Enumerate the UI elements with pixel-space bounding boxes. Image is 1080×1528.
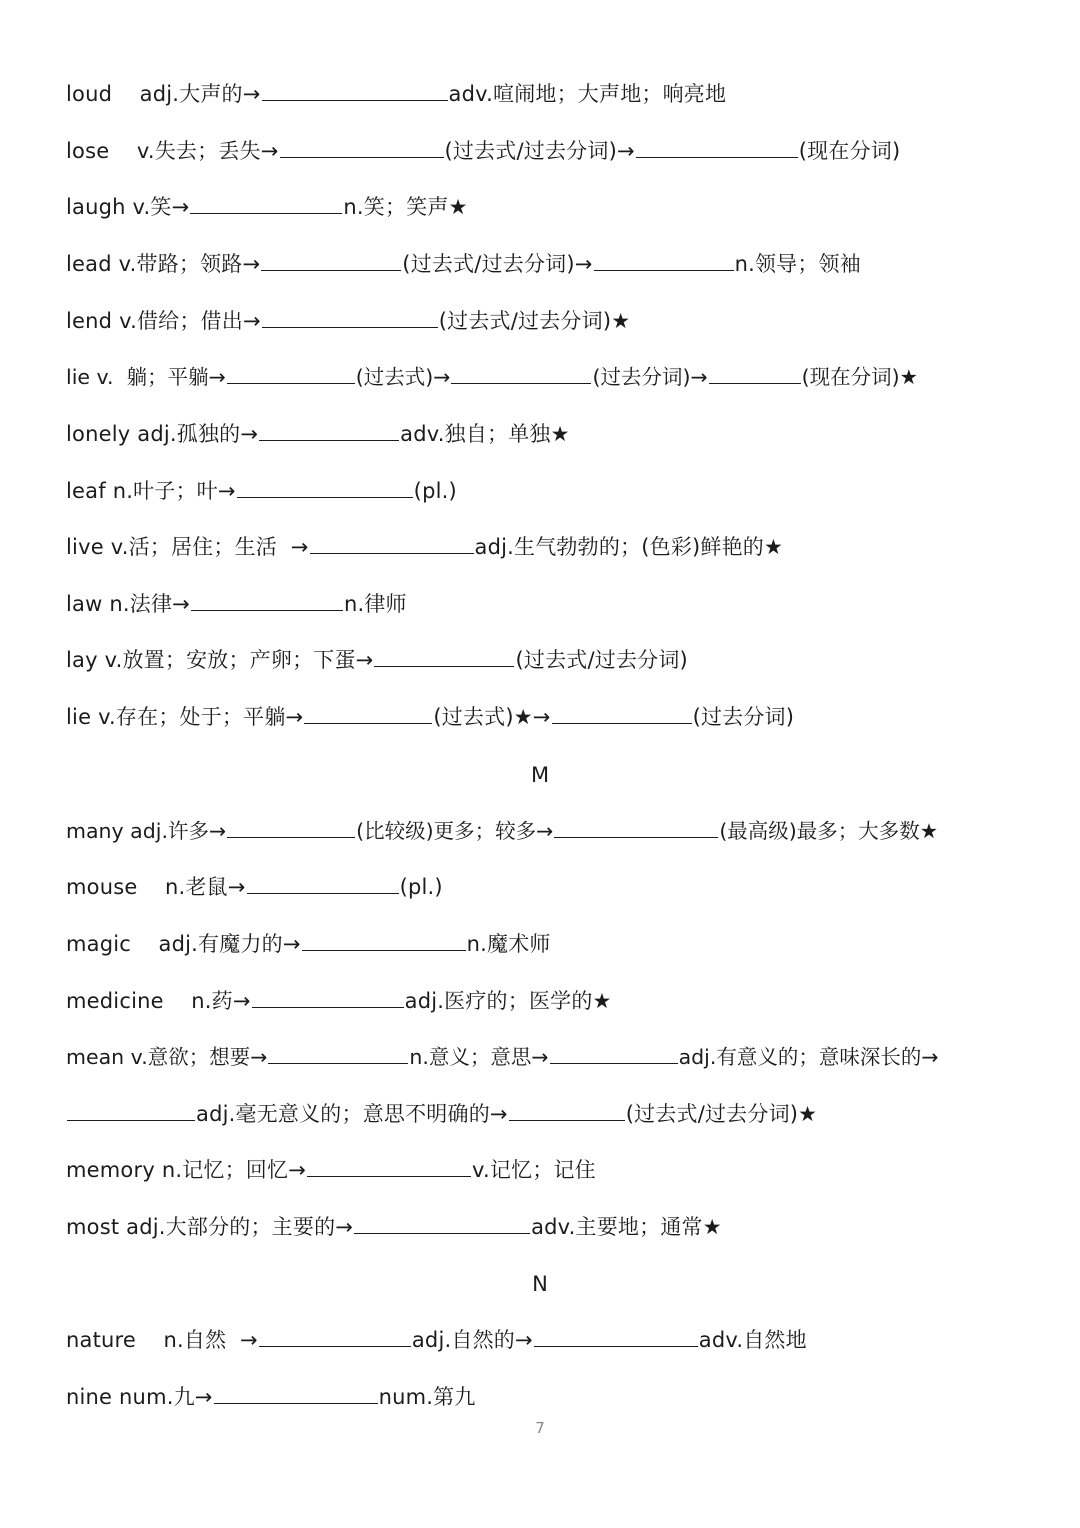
entry-text: lose v.失去；丢失→ <box>66 139 279 163</box>
entry-lend <box>66 303 1040 339</box>
entry-text: (最高级)最多；大多数★ <box>719 819 939 843</box>
entry-lead <box>66 246 1040 282</box>
entry-text: memory n.记忆；回忆→ <box>66 1158 306 1182</box>
entry-mean-continued <box>66 1096 1040 1132</box>
answer-blank[interactable] <box>302 926 466 951</box>
entry-text: n.领导；领袖 <box>734 252 861 276</box>
entry-text: (pl.) <box>413 479 457 503</box>
entry-loud <box>66 76 1040 112</box>
entry-lie-1 <box>66 359 1040 395</box>
section-heading-n: N <box>532 1272 548 1296</box>
answer-blank[interactable] <box>307 1152 471 1177</box>
entry-text: many adj.许多→ <box>66 819 227 843</box>
entry-memory <box>66 1152 1040 1188</box>
entry-text: (现在分词) <box>798 139 901 163</box>
entry-leaf <box>66 473 1040 509</box>
entry-lonely <box>66 416 1040 452</box>
answer-blank[interactable] <box>190 189 342 214</box>
entry-text: adj.自然的→ <box>411 1328 533 1352</box>
entry-text: mouse n.老鼠→ <box>66 875 246 899</box>
answer-blank[interactable] <box>214 1379 378 1404</box>
answer-blank[interactable] <box>67 1096 195 1121</box>
entry-mouse <box>66 869 1040 905</box>
answer-blank[interactable] <box>247 869 399 894</box>
answer-blank[interactable] <box>227 813 355 838</box>
entry-law <box>66 586 1040 622</box>
entry-laugh <box>66 189 1040 225</box>
entry-text: (比较级)更多；较多→ <box>356 819 554 843</box>
entry-lay <box>66 642 1040 678</box>
entry-text: n.笑；笑声★ <box>343 195 468 219</box>
entry-text: leaf n.叶子；叶→ <box>66 479 236 503</box>
entry-lie-2 <box>66 699 1040 735</box>
entry-text: (过去式/过去分词)→ <box>444 139 635 163</box>
answer-blank[interactable] <box>374 642 514 667</box>
entry-text: adj.医疗的；医学的★ <box>404 989 612 1013</box>
answer-blank[interactable] <box>550 1039 678 1064</box>
answer-blank[interactable] <box>709 359 801 384</box>
entry-text: (过去式)★→ <box>433 705 551 729</box>
answer-blank[interactable] <box>237 473 413 498</box>
entry-text: laugh v.笑→ <box>66 195 190 219</box>
entry-live <box>66 529 1040 565</box>
entry-text: v.记忆；记住 <box>472 1158 596 1182</box>
entry-most <box>66 1209 1040 1245</box>
answer-blank[interactable] <box>594 246 734 271</box>
answer-blank[interactable] <box>262 76 448 101</box>
entry-lose <box>66 133 1040 169</box>
entry-medicine <box>66 983 1040 1019</box>
entry-magic <box>66 926 1040 962</box>
entry-text: (过去式/过去分词) <box>515 648 688 672</box>
page-number: 7 <box>535 1419 545 1437</box>
answer-blank[interactable] <box>534 1322 698 1347</box>
entry-text: (过去式)→ <box>355 365 451 389</box>
entry-text: adv.自然地 <box>698 1328 807 1352</box>
entry-text: nine num.九→ <box>66 1385 213 1409</box>
answer-blank[interactable] <box>552 699 692 724</box>
entry-text: loud adj.大声的→ <box>66 82 261 106</box>
entry-text: lead v.带路；领路→ <box>66 252 261 276</box>
section-heading-m: M <box>530 763 550 787</box>
entry-text: law n.法律→ <box>66 592 190 616</box>
entry-text: n.魔术师 <box>466 932 551 956</box>
answer-blank[interactable] <box>636 133 798 158</box>
answer-blank[interactable] <box>310 529 474 554</box>
entry-text: live v.活；居住；生活 → <box>66 535 309 559</box>
answer-blank[interactable] <box>280 133 444 158</box>
answer-blank[interactable] <box>252 983 404 1008</box>
entry-text: lie v.存在；处于；平躺→ <box>66 705 304 729</box>
entry-text: lonely adj.孤独的→ <box>66 422 259 446</box>
answer-blank[interactable] <box>509 1096 625 1121</box>
entry-text: most adj.大部分的；主要的→ <box>66 1215 354 1239</box>
entry-text: medicine n.药→ <box>66 989 251 1013</box>
answer-blank[interactable] <box>259 1322 411 1347</box>
entry-text: lie v. 躺；平躺→ <box>66 365 226 389</box>
entry-text: adj.毫无意义的；意思不明确的→ <box>196 1102 508 1126</box>
entry-text: (过去式/过去分词)→ <box>402 252 593 276</box>
entry-text: adv.主要地；通常★ <box>531 1215 722 1239</box>
entry-text: adv.独自；单独★ <box>400 422 570 446</box>
entry-text: (过去式/过去分词)★ <box>438 309 631 333</box>
answer-blank[interactable] <box>451 359 591 384</box>
entry-text: (现在分词)★ <box>801 365 919 389</box>
entry-nine <box>66 1379 1040 1415</box>
entry-text: n.意义；意思→ <box>409 1045 549 1069</box>
answer-blank[interactable] <box>191 586 343 611</box>
answer-blank[interactable] <box>554 813 718 838</box>
answer-blank[interactable] <box>304 699 432 724</box>
entry-text: adj.生气勃勃的；(色彩)鲜艳的★ <box>474 535 784 559</box>
answer-blank[interactable] <box>268 1039 408 1064</box>
entry-text: mean v.意欲；想要→ <box>66 1045 268 1069</box>
entry-text: adv.喧闹地；大声地；响亮地 <box>448 82 727 106</box>
entry-text: n.律师 <box>343 592 407 616</box>
answer-blank[interactable] <box>261 246 401 271</box>
answer-blank[interactable] <box>227 359 355 384</box>
entry-text: (过去分词)→ <box>592 365 708 389</box>
entry-text: num.第九 <box>378 1385 476 1409</box>
answer-blank[interactable] <box>259 416 399 441</box>
entry-nature <box>66 1322 1040 1358</box>
entry-text: adj.有意义的；意味深长的→ <box>678 1045 939 1069</box>
entry-text: lay v.放置；安放；产卵；下蛋→ <box>66 648 374 672</box>
entry-text: (过去式/过去分词)★ <box>625 1102 818 1126</box>
entry-many <box>66 813 1040 849</box>
entry-text: magic adj.有魔力的→ <box>66 932 301 956</box>
entry-text: nature n.自然 → <box>66 1328 258 1352</box>
entry-text: (pl.) <box>399 875 443 899</box>
answer-blank[interactable] <box>262 303 438 328</box>
entry-mean <box>66 1039 1040 1075</box>
entry-text: lend v.借给；借出→ <box>66 309 261 333</box>
entry-text: (过去分词) <box>692 705 795 729</box>
answer-blank[interactable] <box>354 1209 530 1234</box>
